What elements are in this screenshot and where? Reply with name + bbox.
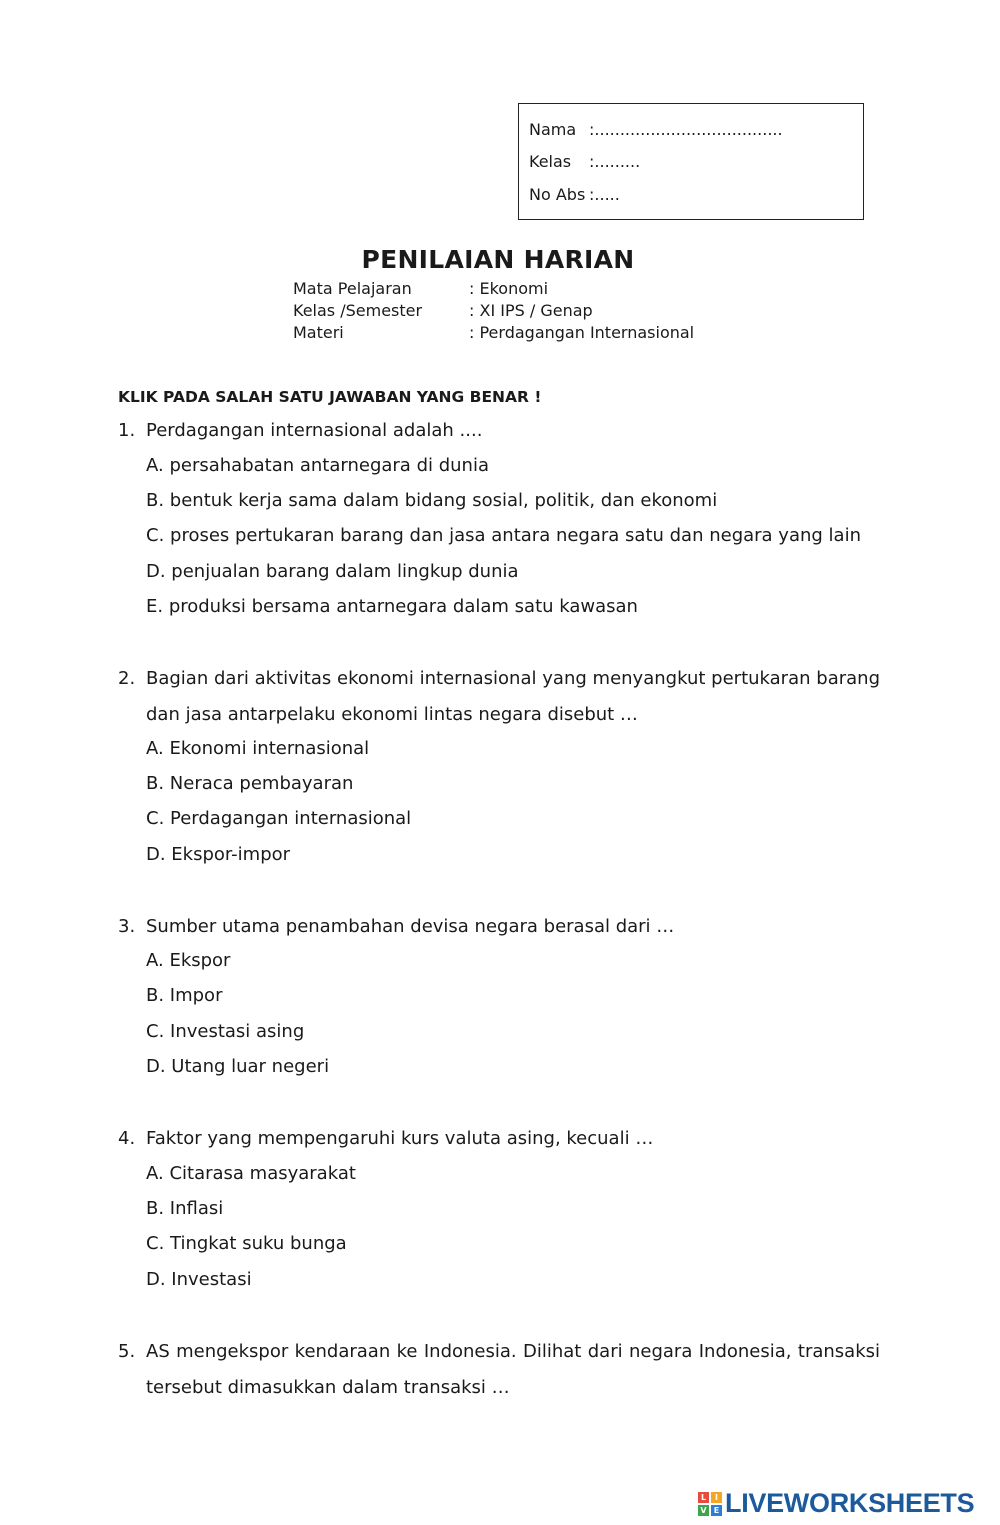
logo-letter: L (698, 1492, 709, 1503)
answer-option[interactable]: A. Ekonomi internasional (146, 738, 370, 759)
logo-letter: E (711, 1505, 722, 1516)
answer-option[interactable]: A. Ekspor (146, 950, 231, 971)
answer-option[interactable]: C. Investasi asing (146, 1021, 305, 1042)
answer-option[interactable]: C. Tingkat suku bunga (146, 1233, 347, 1254)
question-number: 2. (118, 668, 136, 689)
question-1 (118, 413, 880, 449)
answer-option[interactable]: A. persahabatan antarnegara di dunia (146, 455, 489, 476)
meta-key: Kelas /Semester (293, 301, 423, 320)
identity-label: Nama (529, 120, 577, 139)
brand-name: LIVEWORKSHEETS (725, 1488, 975, 1518)
answer-option[interactable]: B. Neraca pembayaran (146, 773, 354, 794)
question-text: Sumber utama penambahan devisa negara berasal dari … (146, 916, 675, 937)
student-identity-box (518, 103, 864, 220)
identity-label: Kelas (529, 152, 572, 171)
logo-letter: I (711, 1492, 722, 1503)
identity-row-class (529, 152, 640, 171)
question-text: Faktor yang mempengaruhi kurs valuta asing, kecuali … (146, 1128, 654, 1149)
answer-option[interactable]: B. Inflasi (146, 1198, 224, 1219)
question-3 (118, 909, 880, 945)
answer-option[interactable]: C. Perdagangan internasional (146, 808, 412, 829)
identity-row-absence-number (529, 185, 620, 204)
answer-option[interactable]: C. proses pertukaran barang dan jasa antara negara satu dan negara yang lain (146, 525, 861, 546)
question-number: 5. (118, 1341, 136, 1362)
answer-option[interactable]: D. Utang luar negeri (146, 1056, 330, 1077)
question-text: Bagian dari aktivitas ekonomi internasional yang menyangkut pertukaran barang dan jasa antarpelaku ekonomi lintas negara disebut … (146, 668, 880, 725)
question-number: 4. (118, 1128, 136, 1149)
answer-option[interactable]: D. Investasi (146, 1269, 252, 1290)
liveworksheets-logo-icon (698, 1492, 722, 1516)
question-number: 3. (118, 916, 136, 937)
question-number: 1. (118, 420, 136, 441)
answer-option[interactable]: B. bentuk kerja sama dalam bidang sosial, politik, dan ekonomi (146, 490, 718, 511)
answer-option[interactable]: B. Impor (146, 985, 223, 1006)
liveworksheets-brand (698, 1488, 974, 1519)
answer-option[interactable]: D. Ekspor-impor (146, 844, 291, 865)
meta-key: Mata Pelajaran (293, 279, 412, 298)
meta-row (293, 301, 593, 320)
answer-option[interactable]: E. produksi bersama antarnegara dalam satu kawasan (146, 596, 638, 617)
meta-value: : Perdagangan Internasional (469, 323, 695, 342)
identity-row-name (529, 120, 783, 139)
question-2 (118, 661, 880, 732)
question-text: AS mengekspor kendaraan ke Indonesia. Dilihat dari negara Indonesia, transaksi tersebut dimasukkan dalam transaksi … (146, 1341, 880, 1398)
logo-letter: V (698, 1505, 709, 1516)
question-text: Perdagangan internasional adalah .... (146, 420, 483, 441)
answer-option[interactable]: D. penjualan barang dalam lingkup dunia (146, 561, 519, 582)
identity-label: No Abs (529, 185, 586, 204)
meta-row (293, 279, 548, 298)
question-4 (118, 1121, 880, 1157)
page-title: PENILAIAN HARIAN (361, 245, 635, 274)
meta-value: : XI IPS / Genap (469, 301, 593, 320)
class-field[interactable]: :......... (589, 152, 641, 171)
meta-key: Materi (293, 323, 344, 342)
meta-value: : Ekonomi (469, 279, 549, 298)
meta-row (293, 323, 694, 342)
absence-number-field[interactable]: :..... (589, 185, 620, 204)
answer-option[interactable]: A. Citarasa masyarakat (146, 1163, 356, 1184)
name-field[interactable]: :..................................... (589, 120, 783, 139)
question-5 (118, 1334, 880, 1405)
instruction: KLIK PADA SALAH SATU JAWABAN YANG BENAR ! (118, 388, 542, 406)
